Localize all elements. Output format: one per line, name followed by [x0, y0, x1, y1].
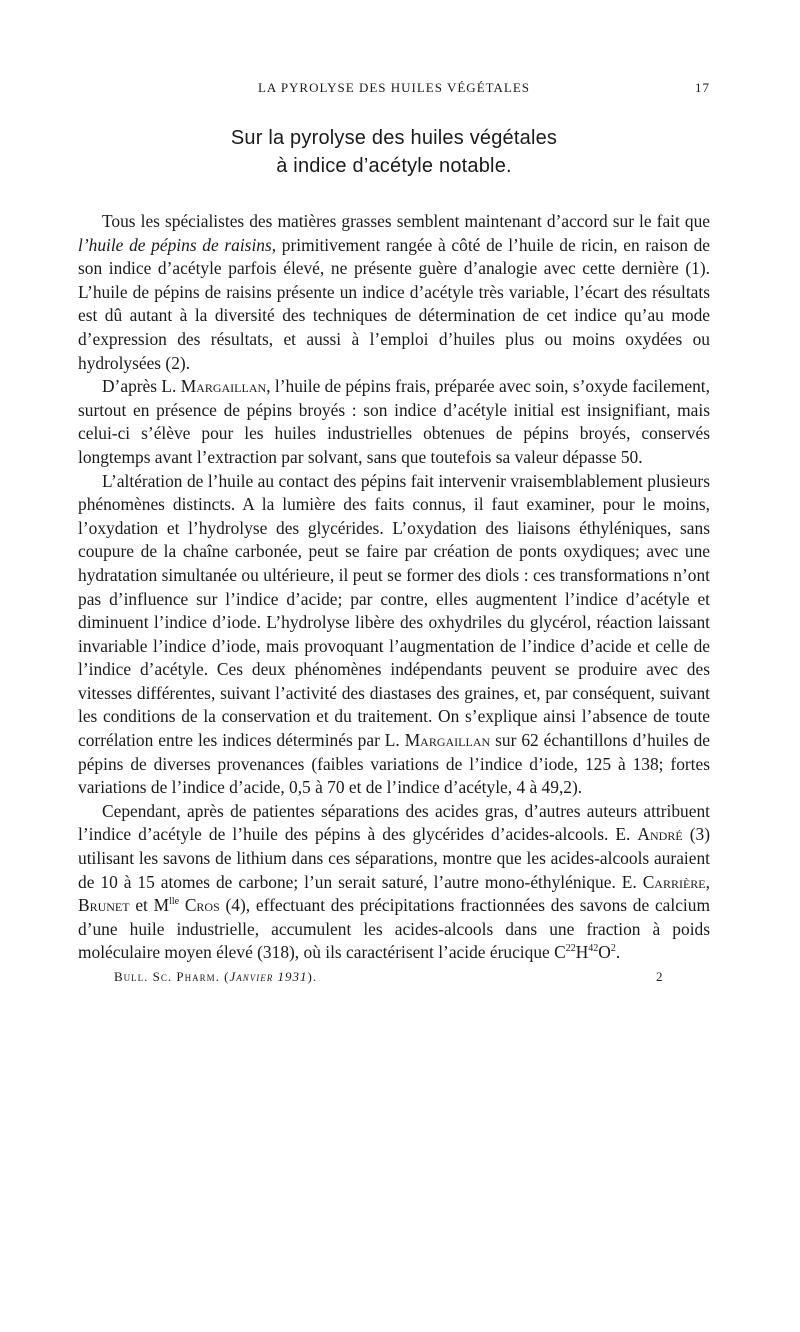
signature-mark: 2: [656, 969, 664, 984]
paragraph-3: [78, 470, 710, 800]
page-footer: [78, 969, 710, 991]
author-name: Margaillan: [404, 730, 491, 751]
formula-text: H: [575, 942, 589, 963]
author-name: Brunet: [78, 895, 130, 916]
paragraph-4: [78, 800, 710, 965]
author-name: Carrière: [642, 871, 706, 892]
article-title-line-2: à indice d’acétyle notable.: [276, 155, 512, 177]
paragraph-text: , primitivement rangée à côté de l’huile de ricin, en raison de son indice d’acétyle parfois élevé, ne présente guère d’analogie avec cette dernière (1). L’huile de pépins de raisins présente un indice d’acétyle très variable, l’écart des résultats est dû autant à la diversité des techniques de détermination de cet indice qu’au mode d’expression des résultats, et aussi à l’emploi d’huiles plus ou moins oxydées ou hydrolysées (2).: [78, 234, 710, 373]
article-title-line-1: Sur la pyrolyse des huiles végétales: [230, 127, 558, 149]
journal-date: Janvier 1931: [229, 969, 308, 984]
paragraph-text: (4), effectuant des précipitations fractionnées des savons de calcium d’une huile industrielle, accumulent les acides-alcools dans une fraction à poids moléculaire moyen élevé (318), où ils caractérisent l’acide érucique C: [78, 895, 710, 963]
journal-name: Bull. Sc. Pharm. (: [114, 969, 230, 984]
journal-reference: [114, 969, 317, 985]
author-name: Cros: [184, 895, 220, 916]
author-name: André: [637, 824, 683, 845]
formula-superscript: 2: [610, 943, 616, 955]
document-page: [78, 80, 710, 991]
paragraph-text: (3) utilisant les savons de lithium dans ces séparations, montre que les acides-alcools auraient de 10 à 15 atomes de carbone; l’un serait saturé, l’autre mono-éthylénique. E.: [78, 824, 710, 892]
formula-superscript: 42: [588, 943, 599, 955]
formula-text: O: [598, 942, 611, 963]
paragraph-1: [78, 210, 710, 375]
article-title: [78, 124, 710, 180]
italic-term: l’huile de pépins de raisins: [78, 234, 272, 255]
running-title: LA PYROLYSE DES HUILES VÉGÉTALES: [257, 80, 531, 95]
paragraph-text: .: [615, 942, 621, 963]
author-name: Margaillan: [180, 376, 267, 397]
paragraph-text: sur 62 échantillons d’huiles de pépins de diverses provenances (faibles variations de l’indice d’iode, 125 à 138; fortes variations de l’indice d’acide, 0,5 à 70 et de l’indice d’acétyle, 4 à 49,2).: [78, 730, 711, 798]
paragraph-text: L’altération de l’huile au contact des pépins fait intervenir vraisemblablement plusieurs phénomènes distincts. A la lumière des faits connus, il faut examiner, pour le moins, l’oxydation et l’hydrolyse des glycérides. L’oxydation des liaisons éthyléniques, sans coupure de la chaîne carbonée, peut se faire par création de ponts oxydiques; avec une hydratation simultanée ou ultérieure, il peut se former des diols : ces transformations n’ont pas d’influence sur l’indice d’acide; par contre, elles augmentent l’indice d’acétyle et diminuent l’indice d’iode. L’hydrolyse libère des oxhydriles du glycérol, réaction laissant invariable l’indice d’iode, mais provoquant l’augmentation de l’indice d’acide et celle de l’indice d’acétyle. Ces deux phénomènes indépendants peuvent se produire avec des vitesses différentes, suivant l’activité des diastases des graines, et, par conséquent, suivant les conditions de la conservation et du traitement. On s’explique ainsi l’absence de toute corrélation entre les indices déterminés par L.: [78, 470, 710, 751]
formula-superscript: 22: [565, 943, 576, 955]
paragraph-text: Tous les spécialistes des matières grasses semblent maintenant d’accord sur le fait que: [102, 211, 710, 231]
journal-suffix: ).: [307, 969, 318, 984]
paragraph-text: Cependant, après de patientes séparations des acides gras, d’autres auteurs attribuent l’indice d’acétyle de l’huile des pépins à des glycérides d’acides-alcools. E.: [78, 800, 710, 845]
paragraph-text: D’après L.: [102, 376, 181, 397]
superscript: lle: [169, 896, 180, 908]
paragraph-text: ,: [705, 871, 710, 892]
page-number: 17: [695, 80, 710, 95]
paragraph-text: et M: [129, 895, 170, 916]
paragraph-2: [78, 375, 710, 469]
article-body: [78, 210, 710, 965]
running-head: [78, 80, 710, 104]
paragraph-text: , l’huile de pépins frais, préparée avec soin, s’oxyde facilement, surtout en présence de pépins broyés : son indice d’acétyle initial est insignifiant, mais celui-ci s’élève pour les huiles industrielles obtenues de pépins broyés, conservés longtemps avant l’extraction par solvant, sans que toutefois sa valeur dépasse 50.: [78, 376, 710, 467]
